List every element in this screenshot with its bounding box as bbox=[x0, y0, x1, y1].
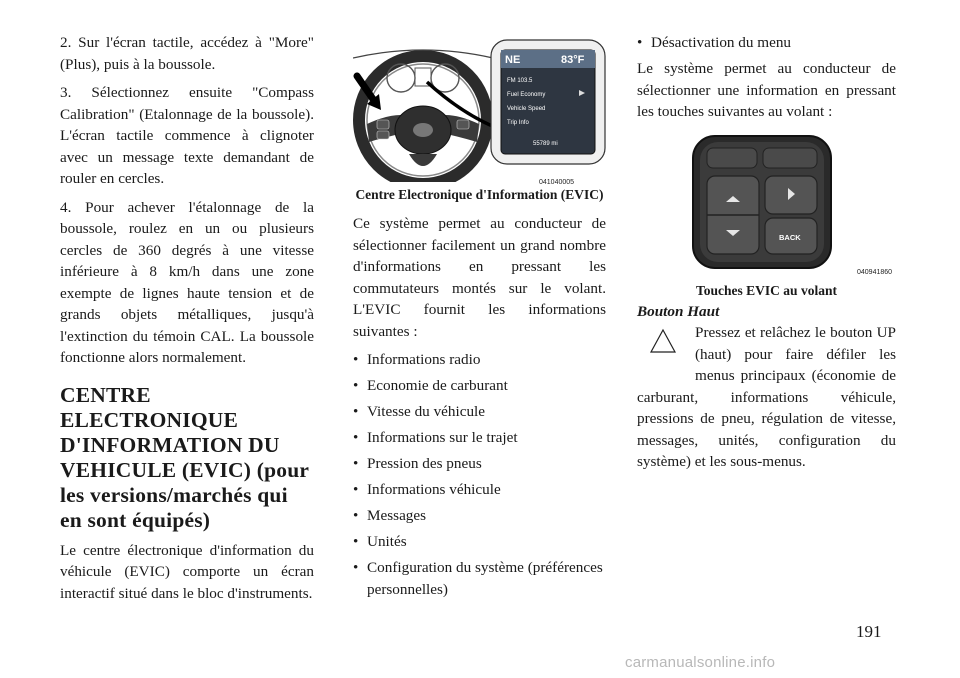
list-item: • Vitesse du véhicule bbox=[353, 401, 606, 423]
list-item: • Unités bbox=[353, 531, 606, 553]
display-item-speed: Vehicle Speed bbox=[507, 106, 546, 112]
list-item: • Economie de carburant bbox=[353, 375, 606, 397]
list-item: • Pression des pneus bbox=[353, 453, 606, 475]
section-heading: CENTRE ELECTRONIQUE D'INFORMATION DU VEHICULE (EVIC) (pour les versions/marchés qui en sont équipés) bbox=[60, 382, 309, 532]
paragraph-up-button: Pressez et relâchez le bouton UP (haut) pour faire défiler les menus principaux (économie de carburant, informations véhicule, pressions de pneu, régulation de vitesse, messages, unités, configuration du système) et les sous-menus. bbox=[637, 324, 896, 470]
evic-info-list bbox=[353, 349, 606, 600]
switch-figure bbox=[637, 130, 896, 278]
display-temperature: 83°F bbox=[561, 54, 585, 66]
column-right bbox=[637, 32, 896, 480]
paragraph-switch-intro: Le système permet au conducteur de sélectionner une information en pressant les touches suivantes au volant : bbox=[637, 60, 896, 120]
paragraph-step-3: 3. Sélectionnez ensuite "Compass Calibration" (Etalonnage de la boussole). L'écran tactile commence à clignoter avec un message texte demandant de rouler en cercles. bbox=[60, 84, 314, 187]
watermark: carmanualsonline.info bbox=[625, 654, 776, 671]
figure-caption: Touches EVIC au volant bbox=[696, 282, 837, 298]
menu-off-list bbox=[637, 32, 896, 54]
list-item: • Désactivation du menu bbox=[637, 32, 896, 54]
display-odometer: 55789 mi bbox=[533, 141, 558, 147]
list-item: • Informations véhicule bbox=[353, 479, 606, 501]
subheading-up-button: Bouton Haut bbox=[637, 302, 720, 320]
display-heading: NE bbox=[505, 54, 521, 66]
column-left bbox=[60, 32, 314, 611]
steering-wheel-illustration bbox=[353, 32, 606, 182]
paragraph-evic-intro: Le centre électronique d'information du véhicule (EVIC) comporte un écran interactif situé dans le bloc d'instruments. bbox=[60, 541, 314, 602]
page-number: 191 bbox=[856, 622, 882, 641]
list-item: • Informations radio bbox=[353, 349, 606, 371]
up-button-section bbox=[637, 322, 896, 473]
up-triangle-icon bbox=[637, 322, 695, 376]
back-button-label: BACK bbox=[779, 232, 801, 242]
evic-figure bbox=[353, 32, 606, 186]
list-item: • Configuration du système (préférences personnelles) bbox=[353, 557, 606, 600]
list-item: • Informations sur le trajet bbox=[353, 427, 606, 449]
paragraph-step-2: 2. Sur l'écran tactile, accédez à "More" (Plus), puis à la boussole. bbox=[60, 34, 314, 73]
figure-caption: Centre Electronique d'Information (EVIC) bbox=[355, 187, 604, 202]
figure-code: 040941860 bbox=[857, 268, 893, 276]
paragraph-step-4: 4. Pour achever l'étalonnage de la boussole, roulez en un ou plusieurs cercles de 360 degrés à une vitesse inférieure à 8 km/h dans une zone exempte de lignes haute tension et de grands objets métalliques, jusqu'à l'extinction du témoin CAL. La boussole fonctionne alors normalement. bbox=[60, 198, 314, 366]
figure-code: 041040005 bbox=[539, 179, 575, 186]
display-item-radio: FM 103.5 bbox=[507, 78, 533, 84]
column-middle bbox=[353, 32, 606, 605]
display-item-fuel: Fuel Economy bbox=[507, 92, 546, 98]
list-item: • Messages bbox=[353, 505, 606, 527]
display-item-trip: Trip Info bbox=[507, 120, 529, 126]
steering-switch-illustration bbox=[637, 130, 896, 278]
paragraph-evic-description: Ce système permet au conducteur de sélectionner facilement un grand nombre d'informations en pressant les commutateurs montés sur le volant. L'EVIC fournit les informations suivantes : bbox=[353, 215, 606, 340]
